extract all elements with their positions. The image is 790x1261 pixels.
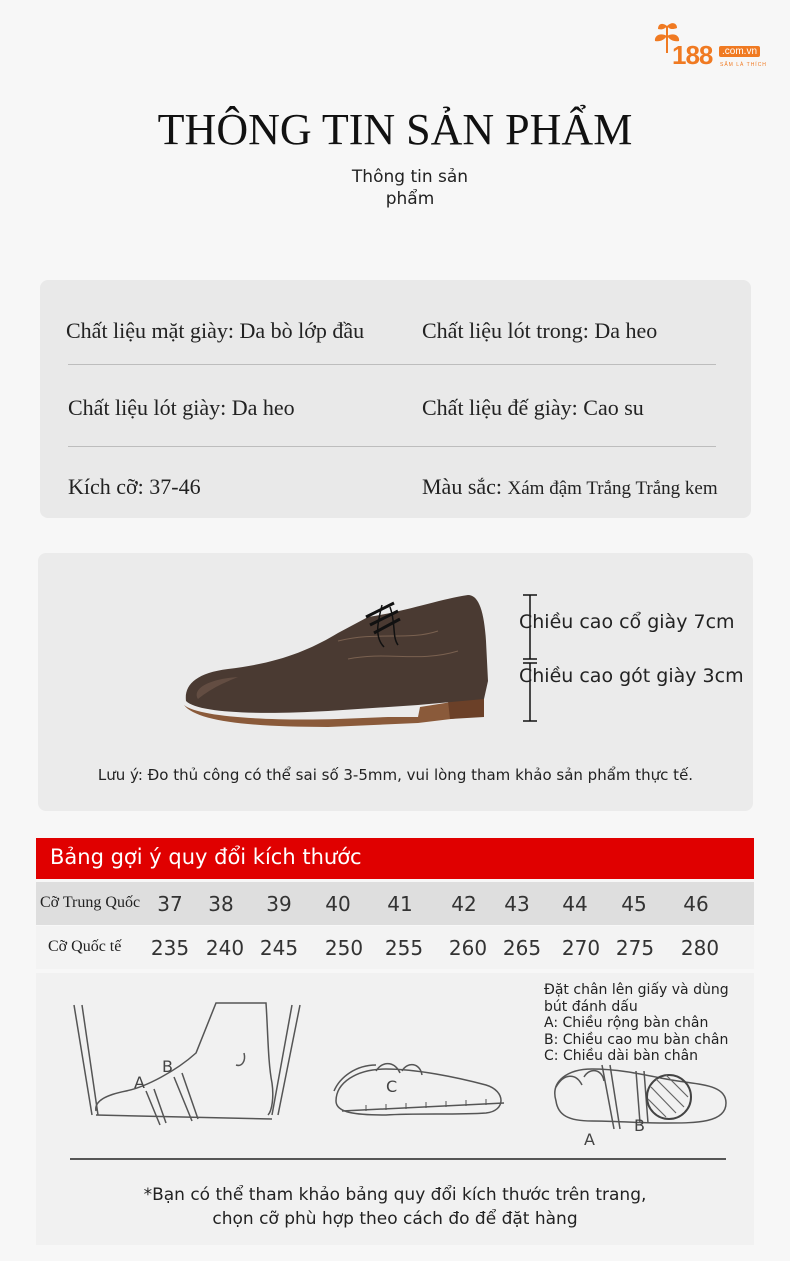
instruction-a: A: Chiều rộng bàn chân bbox=[544, 1015, 709, 1031]
measurement-note: Lưu ý: Đo thủ công có thể sai số 3-5mm, vui lòng tham khảo sản phẩm thực tế. bbox=[97, 766, 694, 784]
footer-line-1: *Bạn có thể tham khảo bảng quy đổi kích thước trên trang, bbox=[143, 1185, 647, 1205]
size-cell: 260 bbox=[448, 936, 488, 960]
size-cell: 43 bbox=[504, 892, 530, 916]
spec-lining-material: Chất liệu lót trong: Da heo bbox=[422, 318, 658, 343]
size-cell: 250 bbox=[324, 936, 364, 960]
spec-upper-material: Chất liệu mặt giày: Da bò lớp đầu bbox=[66, 318, 365, 343]
instruction-b: B: Chiều cao mu bàn chân bbox=[544, 1031, 729, 1048]
size-cell: 41 bbox=[387, 892, 413, 916]
size-cell: 38 bbox=[208, 892, 234, 916]
logo-tagline: SẮM LÀ THÍCH bbox=[720, 62, 767, 68]
instruction-line: bút đánh dấu bbox=[544, 998, 638, 1015]
collar-height-label: Chiều cao cổ giày 7cm bbox=[519, 611, 735, 633]
size-advice-footer bbox=[36, 1183, 754, 1231]
spec-size: Kích cỡ: 37-46 bbox=[68, 474, 201, 499]
spec-divider bbox=[68, 364, 716, 365]
size-row-international bbox=[36, 926, 754, 969]
size-cell: 45 bbox=[621, 892, 647, 916]
logo-number: 188 bbox=[672, 40, 713, 70]
footer-line-2: chọn cỡ phù hợp theo cách đo để đặt hàng bbox=[212, 1209, 578, 1229]
size-cell: 275 bbox=[615, 936, 655, 960]
size-cell: 265 bbox=[502, 936, 542, 960]
measure-instructions bbox=[544, 982, 729, 1065]
logo-domain: .com.vn bbox=[719, 46, 760, 57]
instruction-c: C: Chiều dài bàn chân bbox=[544, 1048, 699, 1064]
page-title: THÔNG TIN SẢN PHẨM bbox=[157, 105, 633, 154]
marker-b-top: B bbox=[634, 1116, 645, 1135]
size-table-title: Bảng gợi ý quy đổi kích thước bbox=[50, 845, 362, 869]
shoe-dimension-panel bbox=[38, 553, 753, 811]
subtitle-line-1: Thông tin sản bbox=[351, 167, 469, 187]
marker-a-side: A bbox=[134, 1073, 145, 1092]
marker-b-side: B bbox=[162, 1057, 173, 1076]
spec-panel bbox=[40, 280, 751, 518]
brand-logo[interactable] bbox=[652, 20, 772, 76]
measure-guide-panel bbox=[36, 973, 754, 1245]
size-cell: 240 bbox=[205, 936, 245, 960]
marker-a-top: A bbox=[584, 1130, 595, 1149]
spec-sole-material: Chất liệu đế giày: Cao su bbox=[422, 395, 644, 420]
spec-insole-material: Chất liệu lót giày: Da heo bbox=[68, 395, 295, 420]
size-cell: 37 bbox=[157, 892, 183, 916]
size-cell: 39 bbox=[266, 892, 292, 916]
heel-height-label: Chiều cao gót giày 3cm bbox=[519, 665, 744, 687]
size-cell: 46 bbox=[683, 892, 709, 916]
size-table-header bbox=[36, 838, 754, 879]
size-cell: 40 bbox=[325, 892, 351, 916]
size-cell: 280 bbox=[680, 936, 720, 960]
size-cell: 245 bbox=[259, 936, 299, 960]
china-size-label: Cỡ Trung Quốc bbox=[40, 894, 141, 911]
intl-size-label: Cỡ Quốc tế bbox=[48, 938, 122, 955]
size-cell: 255 bbox=[384, 936, 424, 960]
size-cell: 270 bbox=[561, 936, 601, 960]
spec-color-values: Xám đậm Trắng Trắng kem bbox=[507, 478, 718, 499]
size-cell: 42 bbox=[451, 892, 477, 916]
spec-color-label: Màu sắc: bbox=[422, 474, 503, 499]
size-row-china bbox=[36, 882, 754, 925]
instruction-line: Đặt chân lên giấy và dùng bbox=[544, 982, 729, 998]
size-cell: 44 bbox=[562, 892, 588, 916]
spec-divider bbox=[68, 446, 716, 447]
shoe-image bbox=[178, 581, 618, 731]
spec-color bbox=[422, 474, 718, 500]
size-cell: 235 bbox=[150, 936, 190, 960]
page-subtitle bbox=[330, 166, 490, 210]
subtitle-line-2: phẩm bbox=[385, 189, 435, 209]
marker-c: C bbox=[386, 1077, 398, 1096]
